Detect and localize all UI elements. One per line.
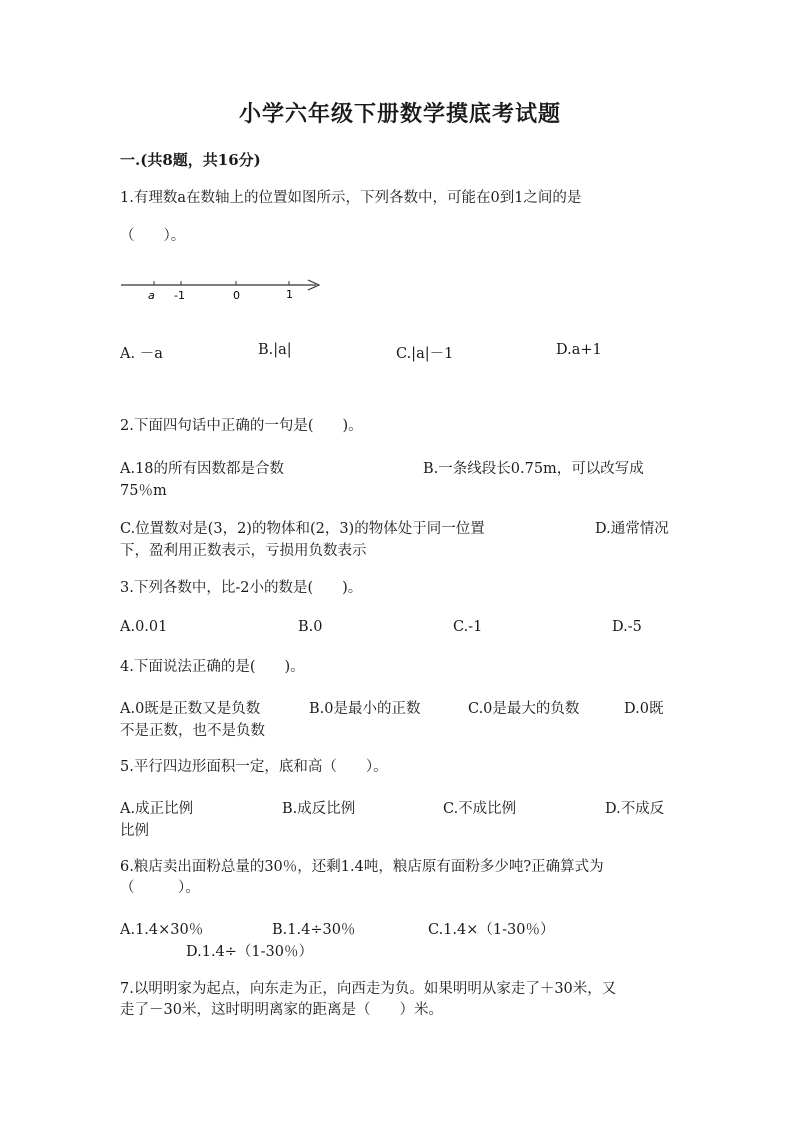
q1-option-b[interactable]: B.|a| — [258, 342, 292, 358]
q5-option-d[interactable]: D.不成反 — [605, 801, 665, 817]
question-6-blank: （ ）。 — [120, 880, 200, 896]
q4-option-b[interactable]: B.0是最小的正数 — [309, 701, 421, 717]
question-3-stem: 3.下列各数中，比-2小的数是( )。 — [120, 580, 363, 596]
q5-option-d-cont[interactable]: 比例 — [120, 823, 149, 839]
q2-option-d-cont[interactable]: 下，盈利用正数表示，亏损用负数表示 — [120, 543, 367, 559]
q3-option-a[interactable]: A.0.01 — [120, 619, 168, 635]
q6-option-c[interactable]: C.1.4×（1-30％） — [428, 922, 555, 938]
question-5-stem: 5.平行四边形面积一定，底和高（ ）。 — [120, 759, 388, 775]
q2-option-a[interactable]: A.18的所有因数都是合数 — [120, 461, 285, 477]
section-heading: 一.(共8题，共16分) — [120, 151, 261, 169]
q1-option-c[interactable]: C.|a|－1 — [396, 346, 454, 362]
page-title: 小学六年级下册数学摸底考试题 — [238, 101, 561, 127]
q6-option-b[interactable]: B.1.4÷30％ — [272, 922, 356, 938]
q1-option-d[interactable]: D.a+1 — [556, 342, 602, 358]
label-a: a — [148, 289, 155, 302]
q6-option-d[interactable]: D.1.4÷（1-30％） — [186, 944, 314, 960]
label-0: 0 — [233, 289, 240, 302]
q5-option-a[interactable]: A.成正比例 — [120, 801, 194, 817]
q2-option-b-cont[interactable]: 75％m — [120, 483, 167, 499]
q3-option-d[interactable]: D.-5 — [612, 619, 642, 635]
label-1: 1 — [286, 288, 293, 301]
q1-option-a[interactable]: A. －a — [120, 346, 163, 362]
question-7-stem: 7.以明明家为起点，向东走为正，向西走为负。如果明明从家走了＋30米，又 — [120, 981, 617, 997]
question-1-stem: 1.有理数a在数轴上的位置如图所示，下列各数中，可能在0到1之间的是 — [120, 190, 582, 206]
question-6-stem: 6.粮店卖出面粉总量的30％，还剩1.4吨，粮店原有面粉多少吨?正确算式为 — [120, 859, 604, 875]
q4-option-d-cont[interactable]: 不是正数，也不是负数 — [120, 723, 265, 739]
q4-option-c[interactable]: C.0是最大的负数 — [468, 701, 580, 717]
q3-option-b[interactable]: B.0 — [298, 619, 323, 635]
q2-option-c[interactable]: C.位置数对是(3，2)的物体和(2，3)的物体处于同一位置 — [120, 521, 485, 537]
question-1-blank: （ ）。 — [120, 228, 186, 244]
q2-option-d[interactable]: D.通常情况 — [595, 521, 669, 537]
q5-option-b[interactable]: B.成反比例 — [282, 801, 356, 817]
q5-option-c[interactable]: C.不成比例 — [443, 801, 517, 817]
label-minus-1: -1 — [174, 289, 185, 302]
q4-option-a[interactable]: A.0既是正数又是负数 — [120, 701, 261, 717]
number-line-figure — [118, 276, 328, 306]
question-2-stem: 2.下面四句话中正确的一句是( )。 — [120, 418, 363, 434]
q3-option-c[interactable]: C.-1 — [453, 619, 483, 635]
q4-option-d[interactable]: D.0既 — [624, 701, 664, 717]
question-7-stem-cont: 走了－30米，这时明明离家的距离是（ ）米。 — [120, 1002, 443, 1018]
q6-option-a[interactable]: A.1.4×30％ — [120, 922, 204, 938]
q2-option-b[interactable]: B.一条线段长0.75m，可以改写成 — [423, 461, 644, 477]
question-4-stem: 4.下面说法正确的是( )。 — [120, 659, 305, 675]
